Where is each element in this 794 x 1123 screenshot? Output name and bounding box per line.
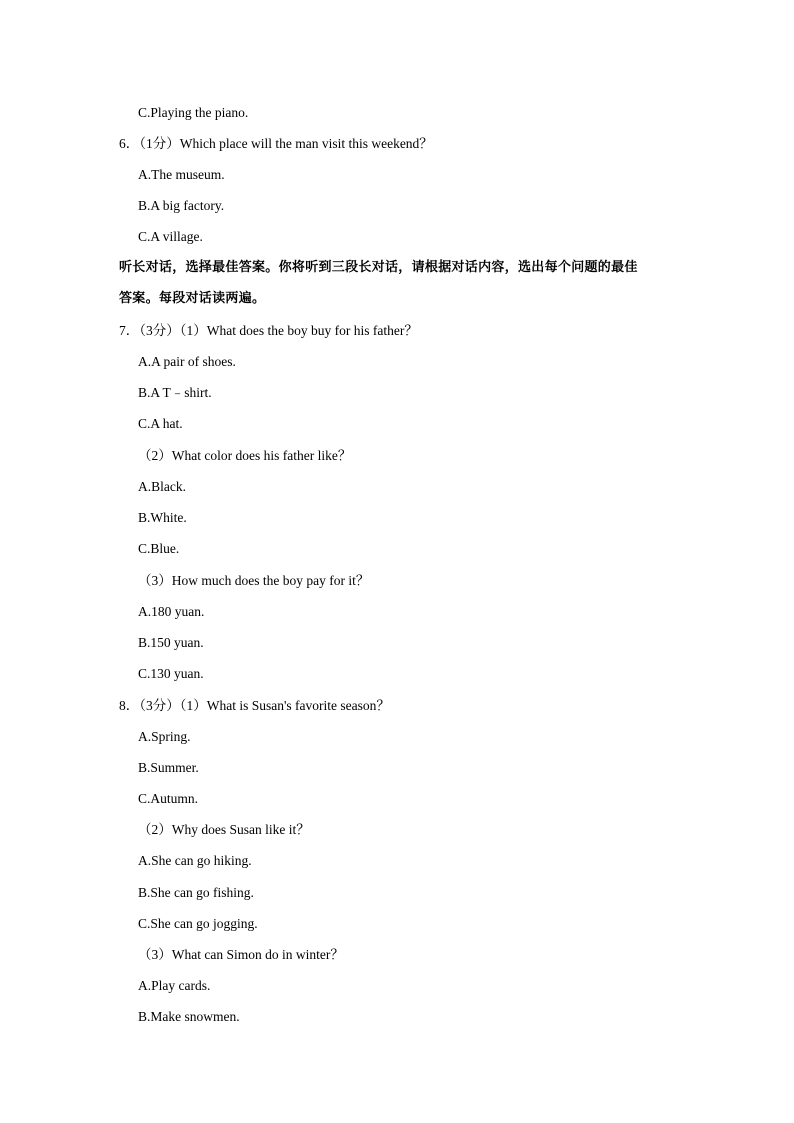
question-7-part-2: （2）What color does his father like？ <box>138 448 352 463</box>
option-b-q8-1: B.Summer. <box>138 760 199 775</box>
option-a-q7-3: A.180 yuan. <box>138 604 205 619</box>
section-instruction-line-1: 听长对话，选择最佳答案。你将听到三段长对话，请根据对话内容，选出每个问题的最佳 <box>119 260 638 275</box>
option-a-q6: A.The museum. <box>138 167 225 182</box>
question-8-part-3: （3）What can Simon do in winter？ <box>138 947 344 962</box>
option-b-q7-3: B.150 yuan. <box>138 635 204 650</box>
option-c-q5: C.Playing the piano. <box>138 105 249 120</box>
question-7-part-3: （3）How much does the boy pay for it？ <box>138 573 370 588</box>
option-c-q6: C.A village. <box>138 229 203 244</box>
option-c-q7-2: C.Blue. <box>138 541 180 556</box>
option-c-q7-1: C.A hat. <box>138 416 183 431</box>
question-8-part-2: （2）Why does Susan like it？ <box>138 822 310 837</box>
option-b-q7-1: B.A T﹣shirt. <box>138 385 212 400</box>
option-a-q7-1: A.A pair of shoes. <box>138 354 236 369</box>
section-instruction-line-2: 答案。每段对话读两遍。 <box>119 291 266 306</box>
option-b-q8-2: B.She can go fishing. <box>138 885 254 900</box>
option-a-q8-3: A.Play cards. <box>138 978 211 993</box>
option-c-q8-2: C.She can go jogging. <box>138 916 258 931</box>
option-a-q7-2: A.Black. <box>138 479 186 494</box>
option-b-q8-3: B.Make snowmen. <box>138 1009 240 1024</box>
question-7-part-1: 7．（3分）（1）What does the boy buy for his father？ <box>119 323 418 338</box>
option-c-q7-3: C.130 yuan. <box>138 666 204 681</box>
option-b-q7-2: B.White. <box>138 510 187 525</box>
option-a-q8-2: A.She can go hiking. <box>138 853 252 868</box>
question-6: 6．（1分）Which place will the man visit this weekend？ <box>119 136 433 151</box>
option-c-q8-1: C.Autumn. <box>138 791 199 806</box>
option-a-q8-1: A.Spring. <box>138 729 191 744</box>
option-b-q6: B.A big factory. <box>138 198 225 213</box>
question-8-part-1: 8．（3分）（1）What is Susan's favorite season？ <box>119 698 390 713</box>
